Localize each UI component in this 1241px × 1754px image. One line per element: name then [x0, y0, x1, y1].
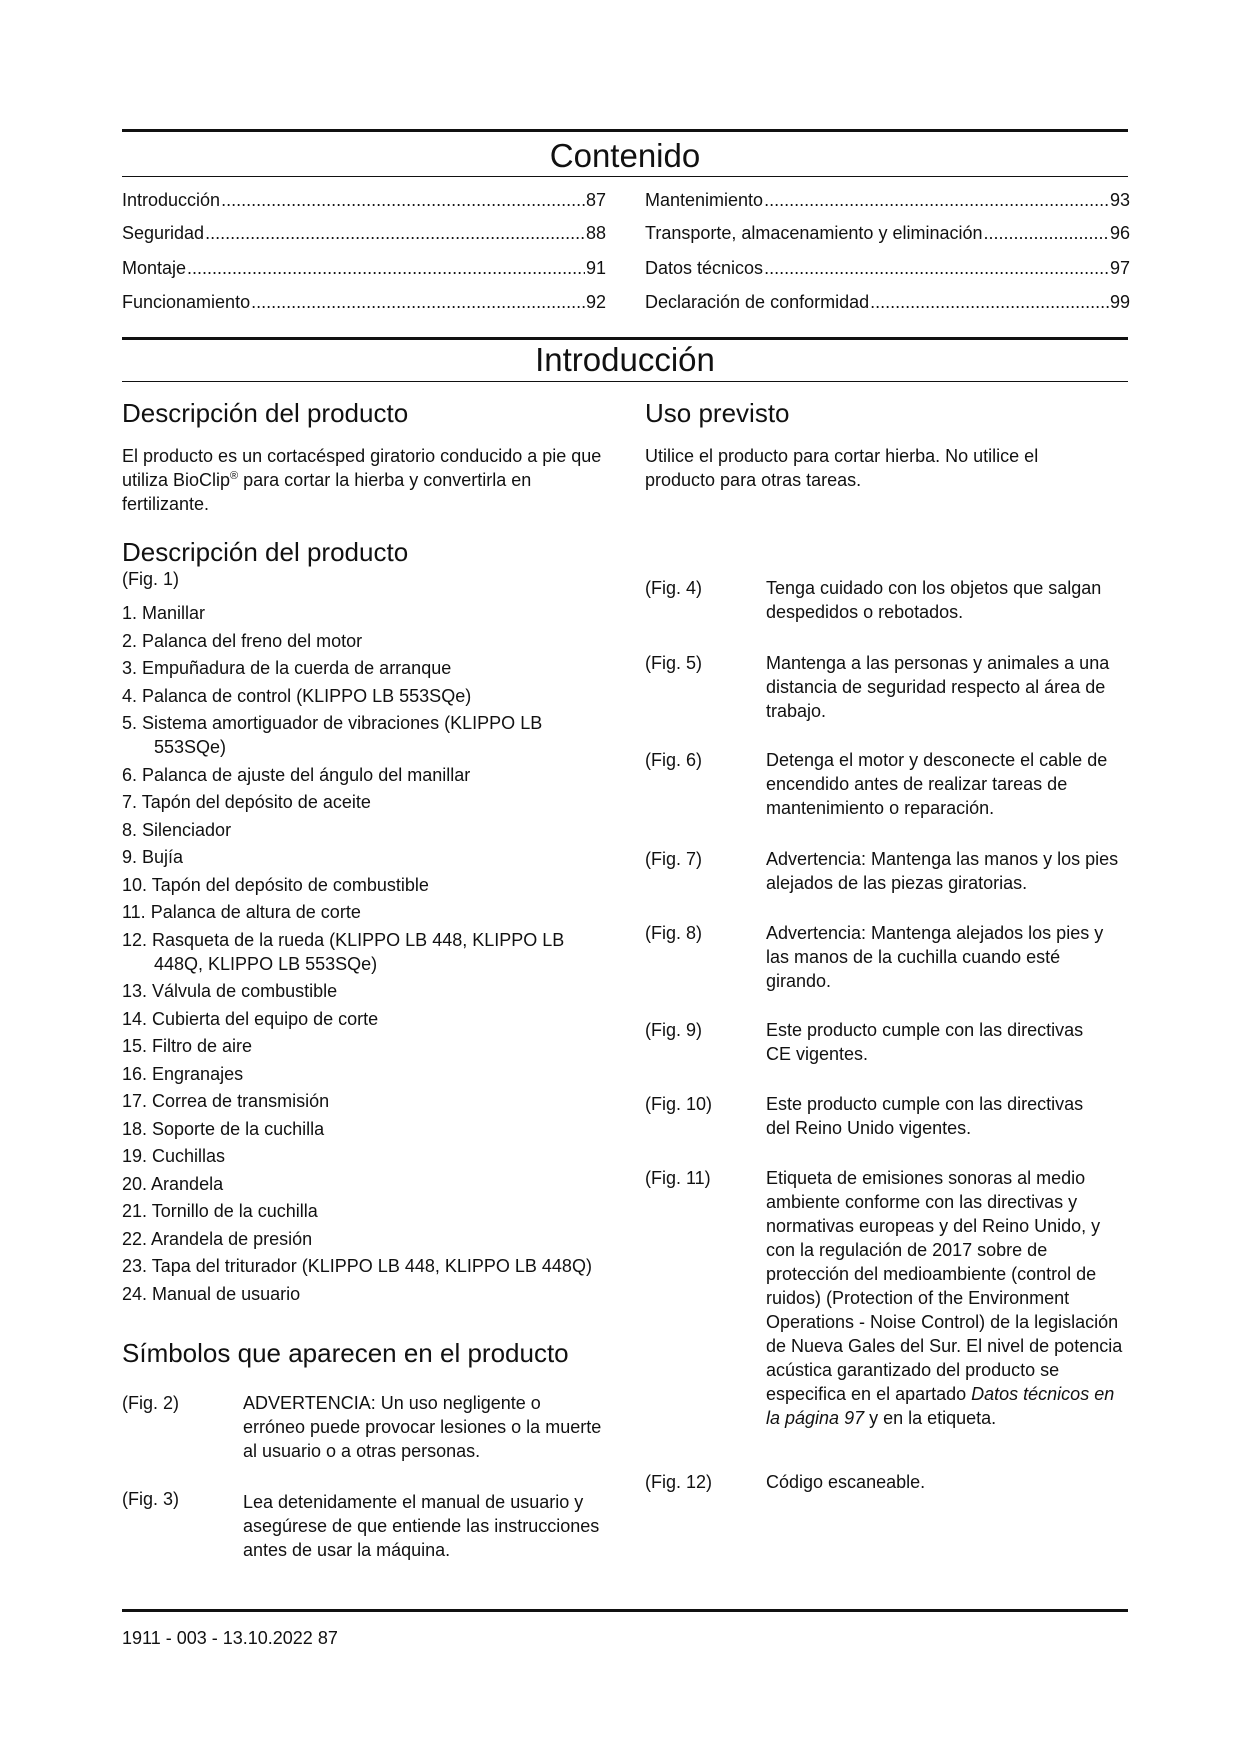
technical-data-link[interactable]: Datos técnicos en la página 97: [766, 1384, 1115, 1428]
list-item: 13. Válvula de combustible: [122, 981, 338, 1001]
symbol-row: [122, 1391, 602, 1463]
parts-fig-ref: (Fig. 1): [122, 569, 180, 589]
list-item: 16. Engranajes: [122, 1063, 244, 1084]
fig-ref: (Fig. 10): [645, 1094, 713, 1114]
list-item: 15. Filtro de aire: [122, 1036, 253, 1056]
fig-ref: (Fig. 11): [645, 1168, 711, 1188]
toc-entry[interactable]: Mantenimiento ..... 93: [645, 189, 1130, 211]
intended-use-heading: Uso previsto: [645, 398, 790, 428]
footer-code: 1911 - 003 - 13.10.2022: [122, 1628, 313, 1648]
symbols-heading: Símbolos que aparecen en el producto: [122, 1338, 569, 1368]
list-item: 5. Sistema amortiguador de vibraciones (KLIPPO LB 553SQe): [122, 713, 543, 757]
rule: [122, 176, 1128, 177]
toc-entry[interactable]: Seguridad ..... 88: [122, 222, 606, 244]
symbol-description: ADVERTENCIA: Un uso negligente o erróneo puede provocar lesiones o la muerte al usuario o a otras personas.: [243, 1393, 602, 1461]
parts-list: [122, 601, 612, 1309]
fig-ref: (Fig. 8): [645, 923, 703, 943]
rule: [122, 381, 1128, 382]
symbol-description: Advertencia: Mantenga alejados los pies y las manos de la cuchilla cuando esté girando.: [766, 923, 1104, 991]
symbol-description: Tenga cuidado con los objetos que salgan despedidos o rebotados.: [766, 578, 1102, 622]
list-item: 21. Tornillo de la cuchilla: [122, 1201, 318, 1221]
symbol-description: Este producto cumple con las directivas del Reino Unido vigentes.: [766, 1094, 1084, 1138]
fig-ref: (Fig. 7): [645, 849, 703, 869]
symbol-description: Detenga el motor y desconecte el cable de encendido antes de realizar tareas de mantenimiento o reparación.: [766, 750, 1108, 818]
symbol-description: Etiqueta de emisiones sonoras al medio ambiente conforme con las directivas y normativas europeas y del Reino Unido, y con la regulación de 2017 sobre de protección del medioambiente (control de ruidos) (Protection of the Environment Operations - Noise Control) de la legislación de Nueva Gales del Sur. El nivel de potencia acústica garantizado del producto se especifica en el apartado Datos técnicos en la página 97 y en la etiqueta.: [766, 1168, 1123, 1428]
intro-title: Introducción: [535, 341, 715, 378]
list-item: 7. Tapón del depósito de aceite: [122, 792, 371, 812]
list-item: 3. Empuñadura de la cuerda de arranque: [122, 658, 452, 678]
list-item: 19. Cuchillas: [122, 1146, 226, 1166]
symbol-row: [645, 1166, 1130, 1430]
list-item: 12. Rasqueta de la rueda (KLIPPO LB 448, KLIPPO LB 448Q, KLIPPO LB 553SQe): [122, 929, 565, 974]
symbol-row: [645, 921, 1130, 993]
list-item: 22. Arandela de presión: [122, 1228, 313, 1249]
list-item: 4. Palanca de control (KLIPPO LB 553SQe): [122, 685, 472, 706]
product-description-text: El producto es un cortacésped giratorio conducido a pie que utiliza BioClip® para cortar la hierba y convertirla en fertilizante.: [122, 446, 602, 514]
parts-heading: Descripción del producto: [122, 537, 409, 567]
symbol-row: [122, 1487, 602, 1562]
footer: [122, 1627, 338, 1649]
symbol-description: Este producto cumple con las directivas CE vigentes.: [766, 1020, 1084, 1064]
toc-entry[interactable]: Introducción ..... 87: [122, 189, 606, 211]
symbol-description: Código escaneable.: [766, 1472, 926, 1492]
symbol-row: [645, 1092, 1130, 1140]
symbol-row: [645, 576, 1130, 624]
symbol-row: [645, 651, 1130, 723]
list-item: 20. Arandela: [122, 1173, 224, 1194]
list-item: 1. Manillar: [122, 603, 206, 623]
symbol-row: [645, 1018, 1130, 1066]
list-item: 14. Cubierta del equipo de corte: [122, 1008, 379, 1029]
fig-ref: (Fig. 2): [122, 1393, 180, 1413]
page-number: 87: [317, 1628, 338, 1648]
toc-entry[interactable]: Funcionamiento ..... 92: [122, 291, 606, 313]
list-item: 17. Correa de transmisión: [122, 1091, 330, 1111]
fig-ref: (Fig. 12): [645, 1472, 713, 1492]
contents-title: Contenido: [549, 137, 701, 174]
list-item: 9. Bujía: [122, 847, 184, 867]
fig-ref: (Fig. 4): [645, 578, 703, 598]
toc-entry[interactable]: Declaración de conformidad ..... 99: [645, 291, 1130, 313]
fig-ref: (Fig. 3): [122, 1489, 180, 1509]
symbol-row: [645, 748, 1130, 820]
symbol-description: Advertencia: Mantenga las manos y los pies alejados de las piezas giratorias.: [766, 849, 1119, 893]
fig-ref: (Fig. 5): [645, 653, 703, 673]
symbol-description: Mantenga a las personas y animales a una distancia de seguridad respecto al área de trabajo.: [766, 653, 1110, 721]
symbol-row: [645, 847, 1130, 895]
intended-use-text: Utilice el producto para cortar hierba. No utilice el producto para otras tareas.: [645, 446, 1039, 490]
list-item: 8. Silenciador: [122, 819, 232, 840]
fig-ref: (Fig. 9): [645, 1020, 703, 1040]
list-item: 10. Tapón del depósito de combustible: [122, 874, 429, 895]
toc-entry[interactable]: Transporte, almacenamiento y eliminación ..... 96: [645, 222, 1130, 244]
toc-entry[interactable]: Montaje ..... 91: [122, 257, 606, 279]
list-item: 23. Tapa del triturador (KLIPPO LB 448, KLIPPO LB 448Q): [122, 1256, 592, 1276]
list-item: 24. Manual de usuario: [122, 1283, 301, 1304]
list-item: 11. Palanca de altura de corte: [122, 902, 361, 922]
symbol-description: Lea detenidamente el manual de usuario y asegúrese de que entiende las instrucciones antes de usar la máquina.: [243, 1492, 600, 1560]
rule-top: [122, 129, 1128, 132]
footer-rule: [122, 1609, 1128, 1612]
product-description-heading: Descripción del producto: [122, 398, 409, 428]
list-item: 18. Soporte de la cuchilla: [122, 1118, 325, 1139]
list-item: 2. Palanca del freno del motor: [122, 630, 363, 651]
toc-entry[interactable]: Datos técnicos ..... 97: [645, 257, 1130, 279]
symbol-row: [645, 1470, 1130, 1494]
list-item: 6. Palanca de ajuste del ángulo del manillar: [122, 764, 471, 785]
fig-ref: (Fig. 6): [645, 750, 703, 770]
